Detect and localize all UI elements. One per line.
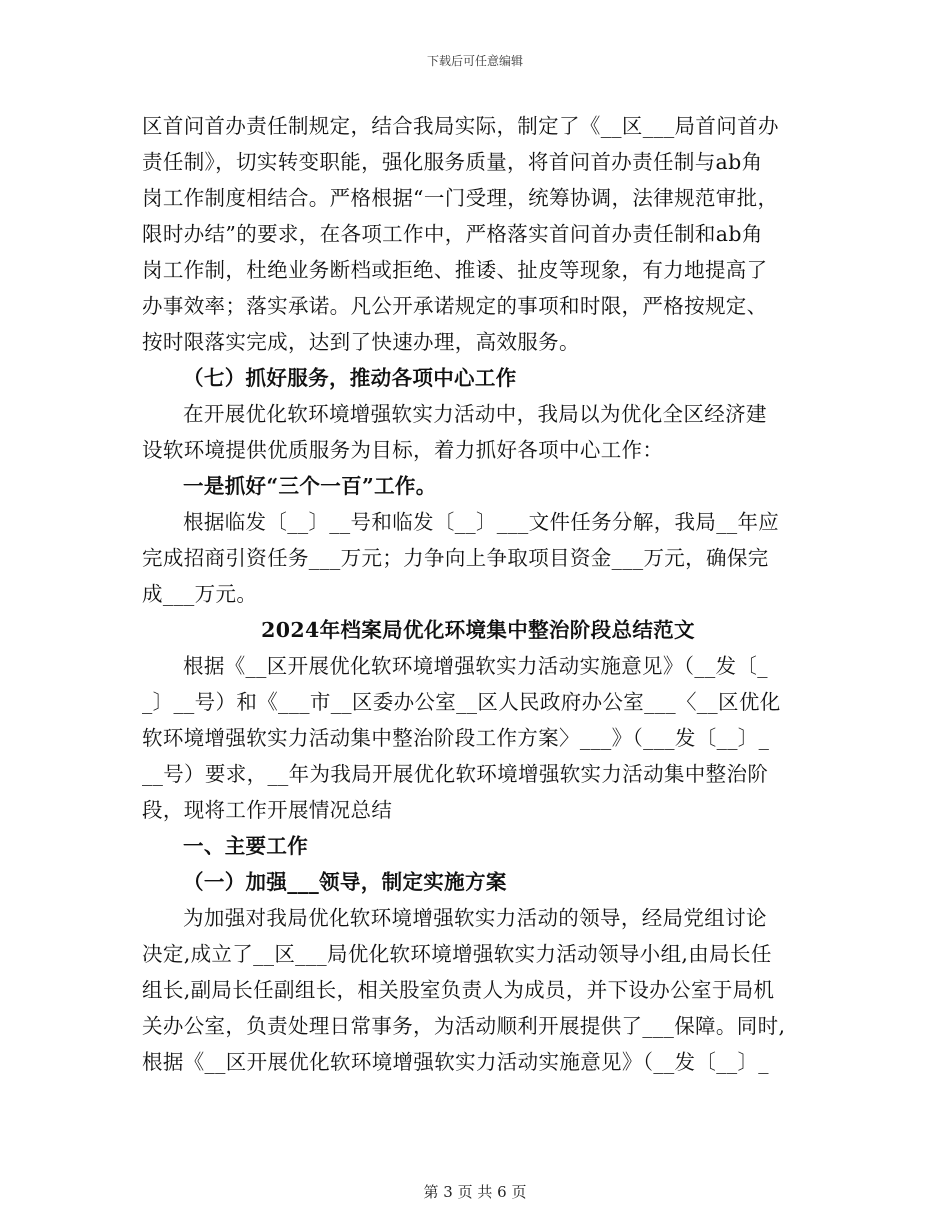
paragraph-line: 软环境增强软实力活动集中整治阶段工作方案〉___》（___发〔__〕_ <box>142 726 770 750</box>
paragraph-line: 根据《__区开展优化软环境增强软实力活动实施意见》（__发〔_ <box>183 654 768 678</box>
paragraph-line: 为加强对我局优化软环境增强软实力活动的领导，经局党组讨论 <box>183 906 767 930</box>
page-header: 下载后可任意编辑 <box>426 54 523 68</box>
paragraph-line: 办事效率；落实承诺。凡公开承诺规定的事项和时限，严格按规定、 <box>142 294 768 318</box>
paragraph-line: 完成招商引资任务___万元；力争向上争取项目资金___万元，确保完 <box>142 546 769 570</box>
paragraph-line: 决定,成立了__区___局优化软环境增强软实力活动领导小组,由局长任 <box>142 942 772 966</box>
paragraph-line: 岗工作制，杜绝业务断档或拒绝、推诿、扯皮等现象，有力地提高了 <box>142 258 768 282</box>
paragraph-line: 按时限落实完成，达到了快速办理，高效服务。 <box>142 330 580 354</box>
paragraph-line: __号）要求，__年为我局开展优化软环境增强软实力活动集中整治阶 <box>142 762 769 786</box>
paragraph-line: 根据临发〔__〕__号和临发〔__〕___文件任务分解，我局__年应 <box>183 510 780 534</box>
paragraph-line: 限时办结”的要求，在各项工作中，严格落实首问首办责任制和ab角 <box>142 222 763 246</box>
paragraph-line: 区首问首办责任制规定，结合我局实际，制定了《__区___局首问首办 <box>142 114 779 138</box>
paragraph-line: 组长,副局长任副组长，相关股室负责人为成员，并下设办公室于局机 <box>142 978 775 1002</box>
page-number: 第 3 页 共 6 页 <box>423 1183 527 1201</box>
section-heading-line: 2024年档案局优化环境集中整治阶段总结范文 <box>261 618 695 642</box>
paragraph-line: 成___万元。 <box>142 582 258 606</box>
paragraph-line: 责任制》，切实转变职能，强化服务质量，将首问首办责任制与ab角 <box>142 150 763 174</box>
section-heading-line: 一、主要工作 <box>183 834 309 858</box>
paragraph-line: 设软环境提供优质服务为目标，着力抓好各项中心工作： <box>142 438 664 462</box>
paragraph-line: 岗工作制度相结合。严格根据“一门受理，统筹协调，法律规范审批， <box>142 186 779 210</box>
section-heading-line: （一）加强___领导，制定实施方案 <box>183 870 507 894</box>
section-heading-line: 一是抓好“三个一百”工作。 <box>183 474 437 498</box>
paragraph-line: 根据《__区开展优化软环境增强软实力活动实施意见》（__发〔__〕_ <box>142 1050 769 1074</box>
paragraph-line: 段，现将工作开展情况总结 <box>142 798 393 822</box>
document-body <box>142 108 814 1080</box>
paragraph-line: 在开展优化软环境增强软实力活动中，我局以为优化全区经济建 <box>183 402 767 426</box>
section-heading-line: （七）抓好服务，推动各项中心工作 <box>183 366 517 390</box>
paragraph-line: 关办公室，负责处理日常事务，为活动顺利开展提供了___保障。同时, <box>142 1014 786 1038</box>
paragraph-line: _〕__号）和《___市__区委办公室__区人民政府办公室___〈__区优化 <box>142 690 781 714</box>
